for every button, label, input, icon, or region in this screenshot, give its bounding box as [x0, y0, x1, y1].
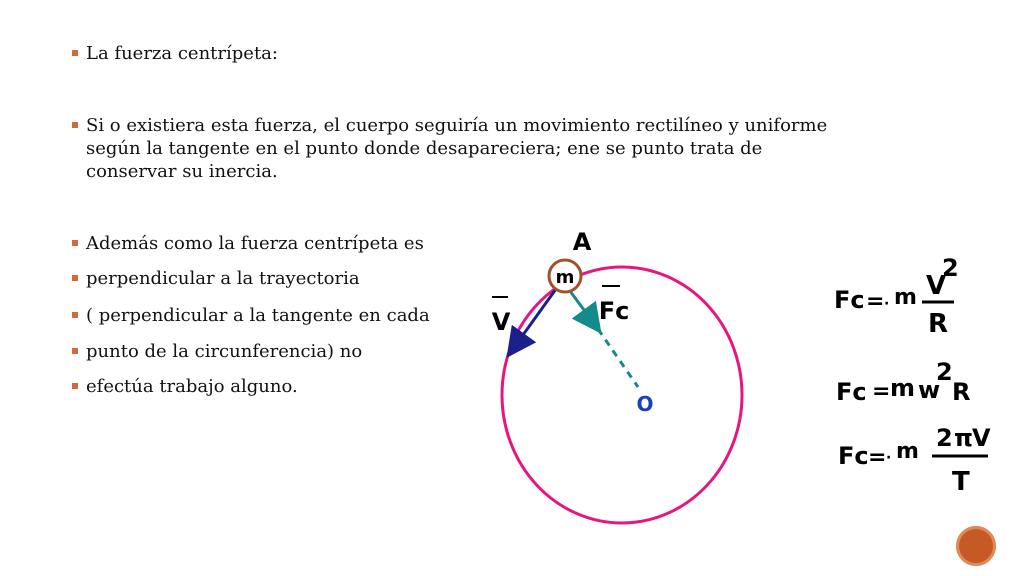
bullet-square-icon: [72, 122, 78, 128]
bullet-text-line2: según la tangente en el punto donde desapareciera; ene se punto trata de: [86, 138, 763, 159]
bullet-item: [72, 375, 298, 398]
force-label: Fc: [598, 297, 630, 325]
f3-dot: ·: [886, 450, 892, 466]
f2-r: R: [952, 378, 971, 406]
bullet-square-icon: [72, 348, 78, 354]
f3-den: T: [952, 467, 970, 497]
f2-lhs: Fc: [836, 378, 867, 406]
f2-exp: 2: [936, 358, 953, 386]
f2-eq: =: [872, 379, 891, 404]
bullet-square-icon: [72, 240, 78, 246]
formula-panel: [828, 250, 998, 500]
f1-exp: 2: [942, 254, 959, 282]
bullet-item: [72, 232, 424, 255]
f3-lhs: Fc: [838, 442, 869, 470]
velocity-label: V: [491, 308, 511, 336]
bullet-square-icon: [72, 383, 78, 389]
f3-num-b: π: [954, 424, 973, 452]
f2-m: m: [890, 374, 916, 402]
f1-den: R: [928, 309, 949, 339]
bullet-item: [72, 304, 430, 327]
f1-m: m: [894, 285, 917, 310]
formula-2: [836, 358, 970, 406]
bullet-text: punto de la circunferencia) no: [86, 341, 363, 362]
bullet-title: [72, 42, 278, 65]
bullet-square-icon: [72, 312, 78, 318]
f1-eq: =: [866, 289, 885, 314]
bullet-text: Además como la fuerza centrípeta es: [86, 233, 424, 254]
f1-num: V: [926, 271, 947, 301]
bullet-item: [72, 340, 362, 363]
point-label: A: [572, 228, 592, 256]
centripetal-force-arrow: [570, 291, 598, 329]
bullet-text: perpendicular a la trayectoria: [86, 268, 360, 289]
formula-1: [834, 254, 959, 339]
velocity-arrow: [510, 289, 556, 353]
formula-3: [838, 424, 991, 497]
center-label: O: [636, 392, 654, 416]
f1-lhs: Fc: [834, 286, 865, 314]
radius-dashed-line: [598, 329, 638, 387]
bullet-item: [72, 267, 360, 290]
f3-num-a: 2: [936, 424, 953, 452]
bullet-text: ( perpendicular a la tangente en cada: [86, 305, 430, 326]
circular-motion-diagram: [480, 215, 770, 530]
f1-dot: ·: [884, 296, 890, 312]
slide-number-badge: [956, 526, 996, 566]
f3-m: m: [896, 439, 919, 464]
f3-eq: =: [868, 445, 887, 470]
mass-label: m: [555, 267, 575, 288]
bullet-text: La fuerza centrípeta:: [86, 43, 278, 64]
bullet-text: efectúa trabajo alguno.: [86, 376, 298, 397]
bullet-text-line3: conservar su inercia.: [86, 161, 278, 182]
f2-w: w: [918, 376, 941, 404]
bullet-text-line1: Si o existiera esta fuerza, el cuerpo seguiría un movimiento rectilíneo y uniforme: [86, 115, 828, 136]
bullet-square-icon: [72, 275, 78, 281]
f3-num-c: V: [972, 424, 991, 452]
bullet-inertia: [72, 114, 827, 183]
bullet-square-icon: [72, 50, 78, 56]
